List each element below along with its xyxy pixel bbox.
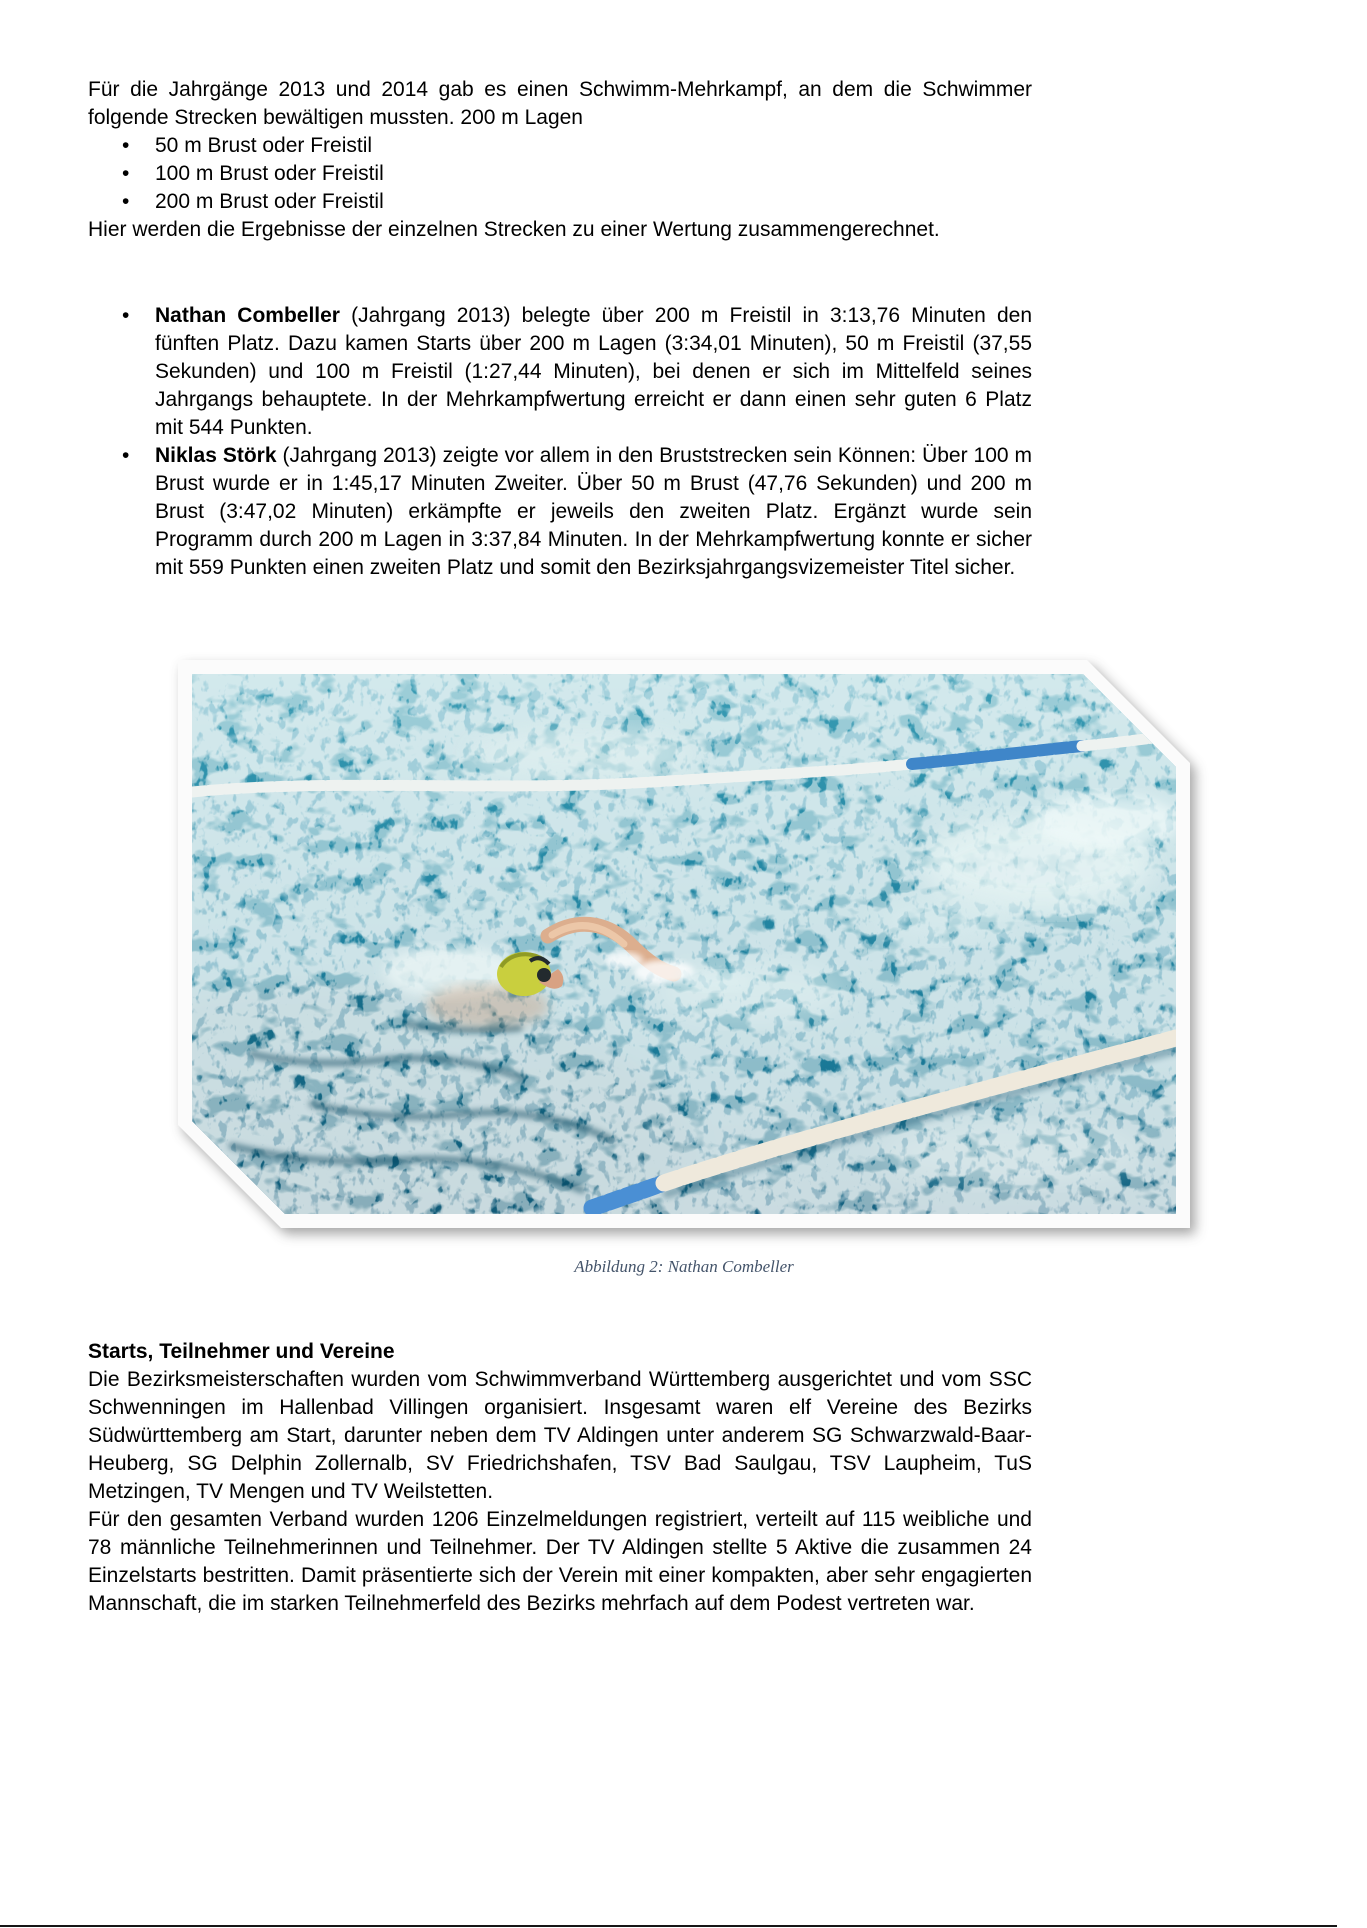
- list-item-text: 200 m Brust oder Freistil: [155, 190, 384, 213]
- athlete-result-item: [88, 442, 1032, 582]
- athlete-name: Nathan Combeller: [155, 304, 340, 327]
- document-body: [88, 76, 1032, 1618]
- section-paragraph-1: Die Bezirksmeisterschaften wurden vom Schwimmverband Württemberg ausgerichtet und vom SSC Schwenningen im Hallenbad Villingen organisiert. Insgesamt waren elf Vereine des Bezirks Südwürttemberg am Start, darunter neben dem TV Aldingen unter anderem SG Schwarzwald-Baar-Heuberg, SG Delphin Zollernalb, SV Friedrichshafen, TSV Bad Saulgau, TSV Laupheim, TuS Metzingen, TV Mengen und TV Weilstetten.: [88, 1368, 1032, 1503]
- figure-block: [88, 660, 1032, 1278]
- list-item: [88, 160, 1032, 188]
- photo-frame-shadow: [178, 660, 1190, 1228]
- section-heading: Starts, Teilnehmer und Vereine: [88, 1340, 395, 1363]
- scoring-note: Hier werden die Ergebnisse der einzelnen Strecken zu einer Wertung zusammengerechnet.: [88, 218, 940, 241]
- athlete-result-text: (Jahrgang 2013) belegte über 200 m Freistil in 3:13,76 Minuten den fünften Platz. Dazu kamen Starts über 200 m Lagen (3:34,01 Minuten), 50 m Freistil (37,55 Sekunden) und 100 m Freistil (1:27,44 Minuten), bei denen er sich im Mittelfeld seines Jahrgangs behauptete. In der Mehrkampfwertung erreicht er dann einen sehr guten 6 Platz mit 544 Punkten.: [155, 304, 1032, 439]
- athlete-name: Niklas Störk: [155, 444, 277, 467]
- bullet-icon: •: [122, 190, 130, 213]
- bullet-icon: •: [122, 162, 130, 185]
- list-item: [88, 132, 1032, 160]
- bullet-icon: •: [122, 304, 130, 327]
- list-item-text: 50 m Brust oder Freistil: [155, 134, 373, 157]
- athlete-results-list: [88, 302, 1032, 582]
- photo-frame: [178, 660, 1190, 1228]
- figure-caption: Abbildung 2: Nathan Combeller: [574, 1257, 794, 1276]
- intro-paragraph: Für die Jahrgänge 2013 und 2014 gab es einen Schwimm-Mehrkampf, an dem die Schwimmer folgende Strecken bewältigen mussten. 200 m Lagen: [88, 78, 1032, 129]
- page-bottom-rule: [0, 1925, 1337, 1927]
- bullet-icon: •: [122, 444, 130, 467]
- list-item: [88, 188, 1032, 216]
- distance-list: [88, 132, 1032, 216]
- list-item-text: 100 m Brust oder Freistil: [155, 162, 384, 185]
- athlete-result-item: [88, 302, 1032, 442]
- bullet-icon: •: [122, 134, 130, 157]
- section-paragraph-2: Für den gesamten Verband wurden 1206 Einzelmeldungen registriert, verteilt auf 115 weibliche und 78 männliche Teilnehmerinnen und Teilnehmer. Der TV Aldingen stellte 5 Aktive die zusammen 24 Einzelstarts bestritten. Damit präsentierte sich der Verein mit einer kompakten, aber sehr engagierten Mannschaft, die im starken Teilnehmerfeld des Bezirks mehrfach auf dem Podest vertreten war.: [88, 1508, 1032, 1615]
- athlete-result-text: (Jahrgang 2013) zeigte vor allem in den Bruststrecken sein Können: Über 100 m Brust wurde er in 1:45,17 Minuten Zweiter. Über 50 m Brust (47,76 Sekunden) und 200 m Brust (3:47,02 Minuten) erkämpfte er jeweils den zweiten Platz. Ergänzt wurde sein Programm durch 200 m Lagen in 3:37,84 Minuten. In der Mehrkampfwertung konnte er sicher mit 559 Punkten einen zweiten Platz und somit den Bezirksjahrgangsvizemeister Titel sicher.: [155, 444, 1033, 579]
- swimmer-photo: [192, 674, 1176, 1214]
